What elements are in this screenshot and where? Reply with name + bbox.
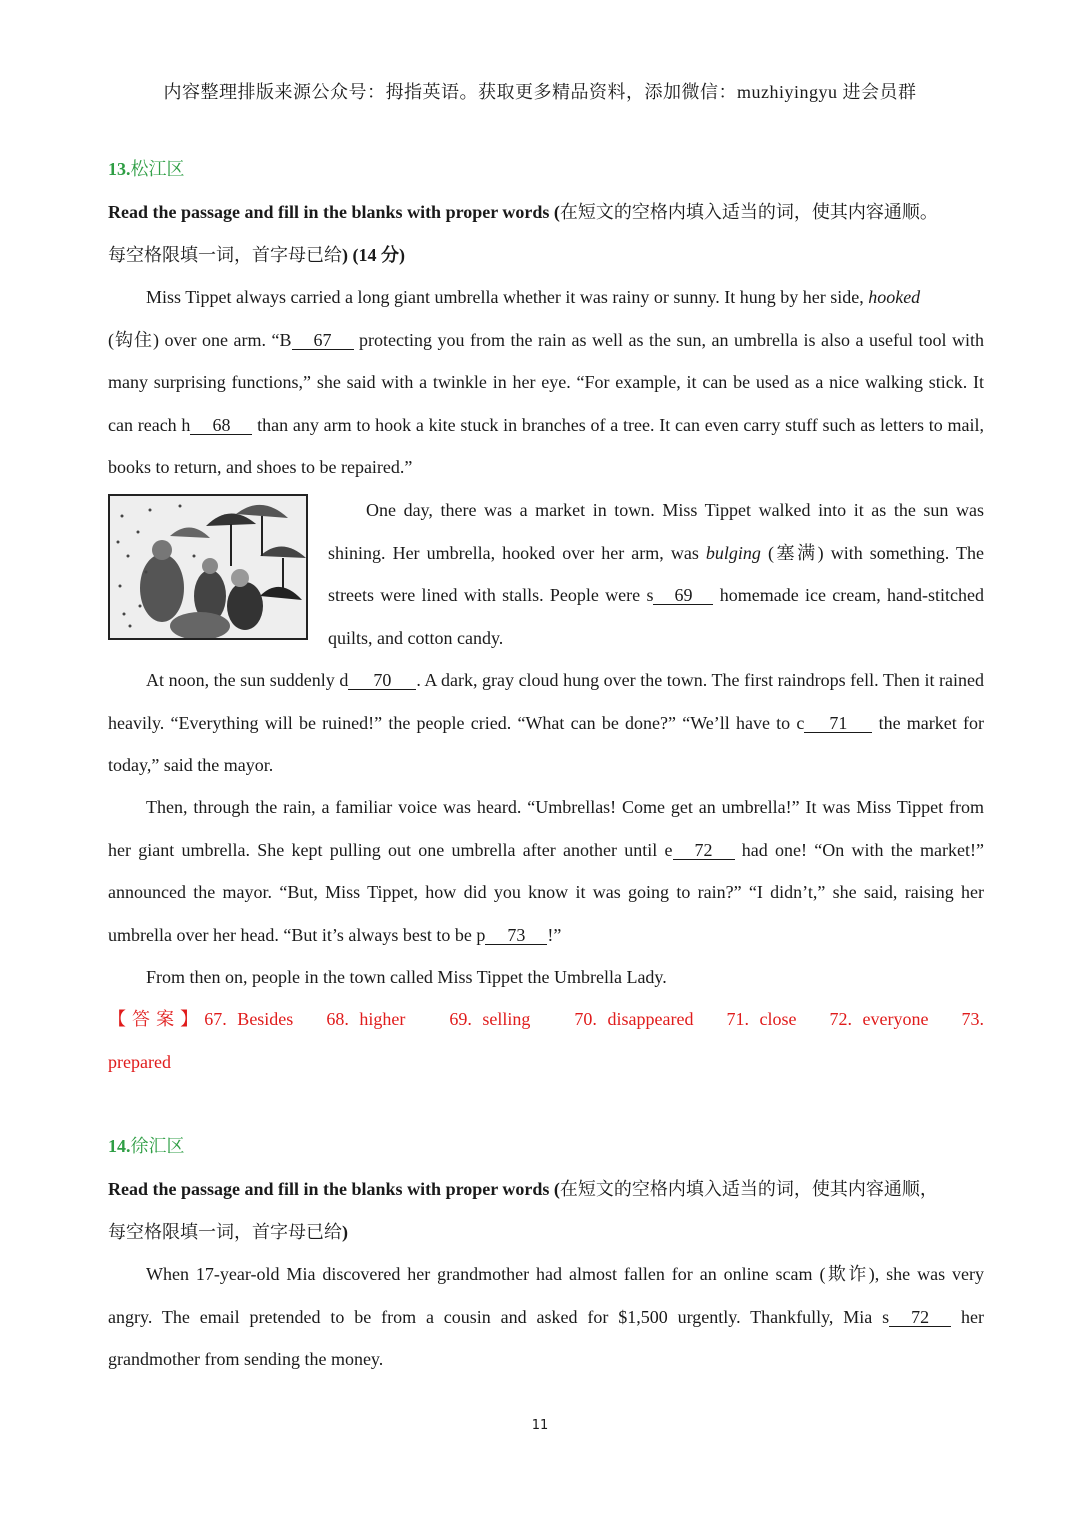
answer-item: 72. everyone [829,1009,929,1029]
instruction-end: ) (14 分) [342,244,405,265]
text-run: protecting you from the rain as well as the sun, an umbrella is also a useful tool with many surprising functions,” she said with a twinkle in her eye. “For example, it can be used as a nice walking stick. It can reach h [108,329,984,435]
text-run: her grandmother from sending the money. [108,1306,985,1369]
text-run: !” [547,924,562,945]
section-number: 13. [108,159,131,179]
text-run: . A dark, gray cloud hung over the town. The first raindrops fell. Then it rained heavily. “Everything will be ruined!” the people cried. “What can be done?” “We’ll have to c [108,670,985,733]
section-14-title [108,1127,984,1165]
instruction-end: ) [342,1221,348,1242]
answer-item: 70. disappeared [574,1009,694,1029]
instruction-cn-1: 在短文的空格内填入适当的词，使其内容通顺， [559,1179,938,1199]
text-run: Miss Tippet always carried a long giant umbrella whether it was rainy or sunny. It hung by her side, [146,287,869,307]
answer-item: 68. higher [326,1009,406,1029]
answer-key [108,998,984,1083]
blank-71[interactable]: 71 [804,714,872,733]
section-14-paragraph-1 [108,1253,984,1381]
blank-70[interactable]: 70 [348,671,416,690]
passage-paragraph-5 [108,956,984,999]
answer-item: 69. selling [449,1009,531,1029]
passage-paragraph-2 [328,489,984,659]
text-run: Then, through the rain, a familiar voice was heard. “Umbrellas! Come get an umbrella!” It was Miss Tippet from her giant umbrella. She kept pulling out one umbrella after another until e [108,797,984,860]
text-run: At noon, the sun suddenly d [146,670,349,690]
blank-73[interactable]: 73 [485,926,547,945]
text-run: the market for today,” said the mayor. [108,712,984,775]
instruction-cn-1: 在短文的空格内填入适当的词，使其内容通顺。 [559,202,938,222]
section-13-instructions [108,191,984,276]
blank-72-s14[interactable]: 72 [889,1308,951,1327]
illustration-image [108,494,308,640]
text-run: had one! “On with the market!” announced the mayor. “But, Miss Tippet, how did you know it was going to rain?” “I didn’t,” she said, raising her umbrella over her head. “But it’s always best to be p [108,839,984,945]
section-14-instructions [108,1168,984,1253]
section-13-title [108,150,984,188]
blank-69[interactable]: 69 [653,586,713,605]
section-number: 14. [108,1136,131,1156]
answer-label: 【答案】 [108,1009,205,1029]
text-run: (钩住) over one arm. “B [108,329,292,350]
blank-68[interactable]: 68 [190,416,252,435]
italic-word: hooked [868,287,921,307]
text-run: One day, there was a market in town. Miss Tippet walked into it as the sun was shining. Her umbrella, hooked over her arm, was [328,500,984,563]
instruction-bold: Read the passage and fill in the blanks with proper words ( [108,1179,560,1199]
text-run: than any arm to hook a kite stuck in branches of a tree. It can even carry stuff such as letters to mail, books to return, and shoes to be repaired.” [108,414,984,477]
answer-item: 71. close [726,1009,797,1029]
closing-sentence: From then on, people in the town called Miss Tippet the Umbrella Lady. [146,967,667,987]
text-run: (塞满) with something. The streets were lined with stalls. People were s [328,542,984,605]
passage-paragraph-4 [108,786,984,956]
italic-word: bulging [705,542,761,563]
blank-67[interactable]: 67 [292,331,354,350]
answer-item: 73. prepared [108,1009,985,1072]
blank-72[interactable]: 72 [673,841,735,860]
text-run: homemade ice cream, hand-stitched quilts, and cotton candy. [328,585,984,648]
text-run: When 17-year-old Mia discovered her grandmother had almost fallen for an online scam (欺诈), she was very angry. The email pretended to be from a cousin and asked for $1,500 urgently. Thankfully, Mia s [108,1264,984,1327]
instruction-bold: Read the passage and fill in the blanks with proper words ( [108,202,560,222]
section-district: 徐汇区 [130,1136,185,1156]
page-number: 11 [531,1418,549,1433]
instruction-cn-2: 每空格限填一词，首字母已给 [108,1221,342,1242]
passage-paragraph-1 [108,276,984,489]
passage-paragraph-3 [108,659,984,787]
header-note: 内容整理排版来源公众号：拇指英语。获取更多精品资料，添加微信：muzhiyingyu 进会员群 [163,82,917,102]
section-district: 松江区 [130,159,185,179]
answer-item: 67. Besides [204,1009,294,1029]
umbrella-market-illustration [110,496,306,638]
instruction-cn-2: 每空格限填一词，首字母已给 [108,244,342,265]
